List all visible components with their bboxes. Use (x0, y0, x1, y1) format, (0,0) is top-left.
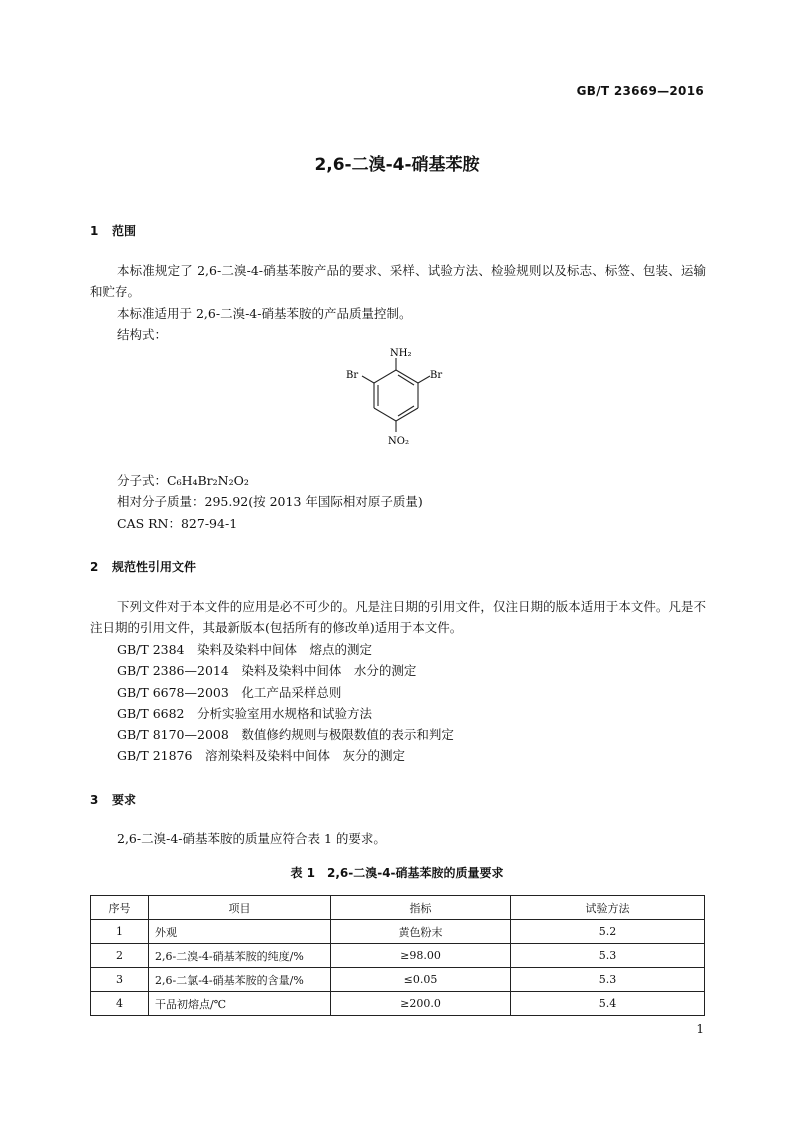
right-bromo-label: Br (430, 370, 443, 381)
table-cell: 5.4 (511, 992, 705, 1016)
page-number: 1 (696, 1022, 704, 1036)
reference-item: GB/T 6678—2003 化工产品采样总则 (117, 685, 342, 700)
table-cell: ≥200.0 (331, 992, 511, 1016)
molecular-mass: 相对分子质量：295.92(按 2013 年国际相对原子质量) (117, 494, 423, 509)
structure-label: 结构式： (117, 327, 168, 342)
reference-item: GB/T 8170—2008 数值修约规则与极限数值的表示和判定 (117, 727, 454, 742)
table-cell: 5.2 (511, 920, 705, 944)
table-cell: ≤0.05 (331, 968, 511, 992)
table-cell: ≥98.00 (331, 944, 511, 968)
references-intro: 下列文件对于本文件的应用是必不可少的。凡是注日期的引用文件，仅注日期的版本适用于本文件。凡是不注日期的引用文件，其最新版本(包括所有的修改单)适用于本文件。 (90, 599, 706, 635)
cas-number: CAS RN：827-94-1 (117, 516, 238, 531)
section-1-heading (90, 222, 136, 239)
nitro-group-label: NO₂ (388, 436, 409, 447)
section-3-heading (90, 791, 136, 808)
section-title: 范围 (112, 224, 137, 238)
table-cell: 干品初熔点/℃ (149, 992, 331, 1016)
scope-paragraph-1: 本标准规定了 2,6-二溴-4-硝基苯胺产品的要求、采样、试验方法、检验规则以及标志、标签、包装、运输和贮存。 (90, 263, 706, 299)
table-cell: 4 (91, 992, 149, 1016)
table-title: 表 1 2,6-二溴-4-硝基苯胺的质量要求 (290, 866, 504, 880)
table-cell: 5.3 (511, 968, 705, 992)
column-header: 指标 (331, 896, 511, 920)
reference-item: GB/T 2384 染料及染料中间体 熔点的测定 (117, 642, 373, 657)
reference-item: GB/T 2386—2014 染料及染料中间体 水分的测定 (117, 663, 417, 678)
table-cell: 1 (91, 920, 149, 944)
column-header: 项目 (149, 896, 331, 920)
section-title: 要求 (112, 793, 137, 807)
quality-requirements-table (90, 895, 705, 1016)
column-header: 序号 (91, 896, 149, 920)
table-cell: 2,6-二溴-4-硝基苯胺的纯度/% (149, 944, 331, 968)
table-cell: 5.3 (511, 944, 705, 968)
table-row (91, 992, 705, 1016)
standard-number: GB/T 23669—2016 (576, 84, 704, 98)
table-row (91, 944, 705, 968)
left-bromo-label: Br (346, 370, 359, 381)
amino-group-label: NH₂ (390, 348, 412, 359)
section-title: 规范性引用文件 (112, 560, 197, 574)
section-2-heading (90, 558, 196, 575)
structural-formula (340, 340, 470, 455)
table-header-row (91, 896, 705, 920)
section-number: 1 (90, 224, 99, 238)
table-cell: 3 (91, 968, 149, 992)
section-number: 2 (90, 560, 99, 574)
reference-item: GB/T 6682 分析实验室用水规格和试验方法 (117, 706, 373, 721)
scope-paragraph-2: 本标准适用于 2,6-二溴-4-硝基苯胺的产品质量控制。 (117, 306, 412, 321)
table-row (91, 920, 705, 944)
table-cell: 2,6-二氯-4-硝基苯胺的含量/% (149, 968, 331, 992)
molecular-formula: 分子式：C₆H₄Br₂N₂O₂ (117, 473, 249, 488)
table-cell: 外观 (149, 920, 331, 944)
requirements-paragraph: 2,6-二溴-4-硝基苯胺的质量应符合表 1 的要求。 (117, 831, 386, 846)
table-row (91, 968, 705, 992)
table-cell: 黄色粉末 (331, 920, 511, 944)
reference-item: GB/T 21876 溶剂染料及染料中间体 灰分的测定 (117, 748, 405, 763)
section-number: 3 (90, 793, 99, 807)
column-header: 试验方法 (511, 896, 705, 920)
table-cell: 2 (91, 944, 149, 968)
document-title: 2,6-二溴-4-硝基苯胺 (314, 155, 480, 175)
